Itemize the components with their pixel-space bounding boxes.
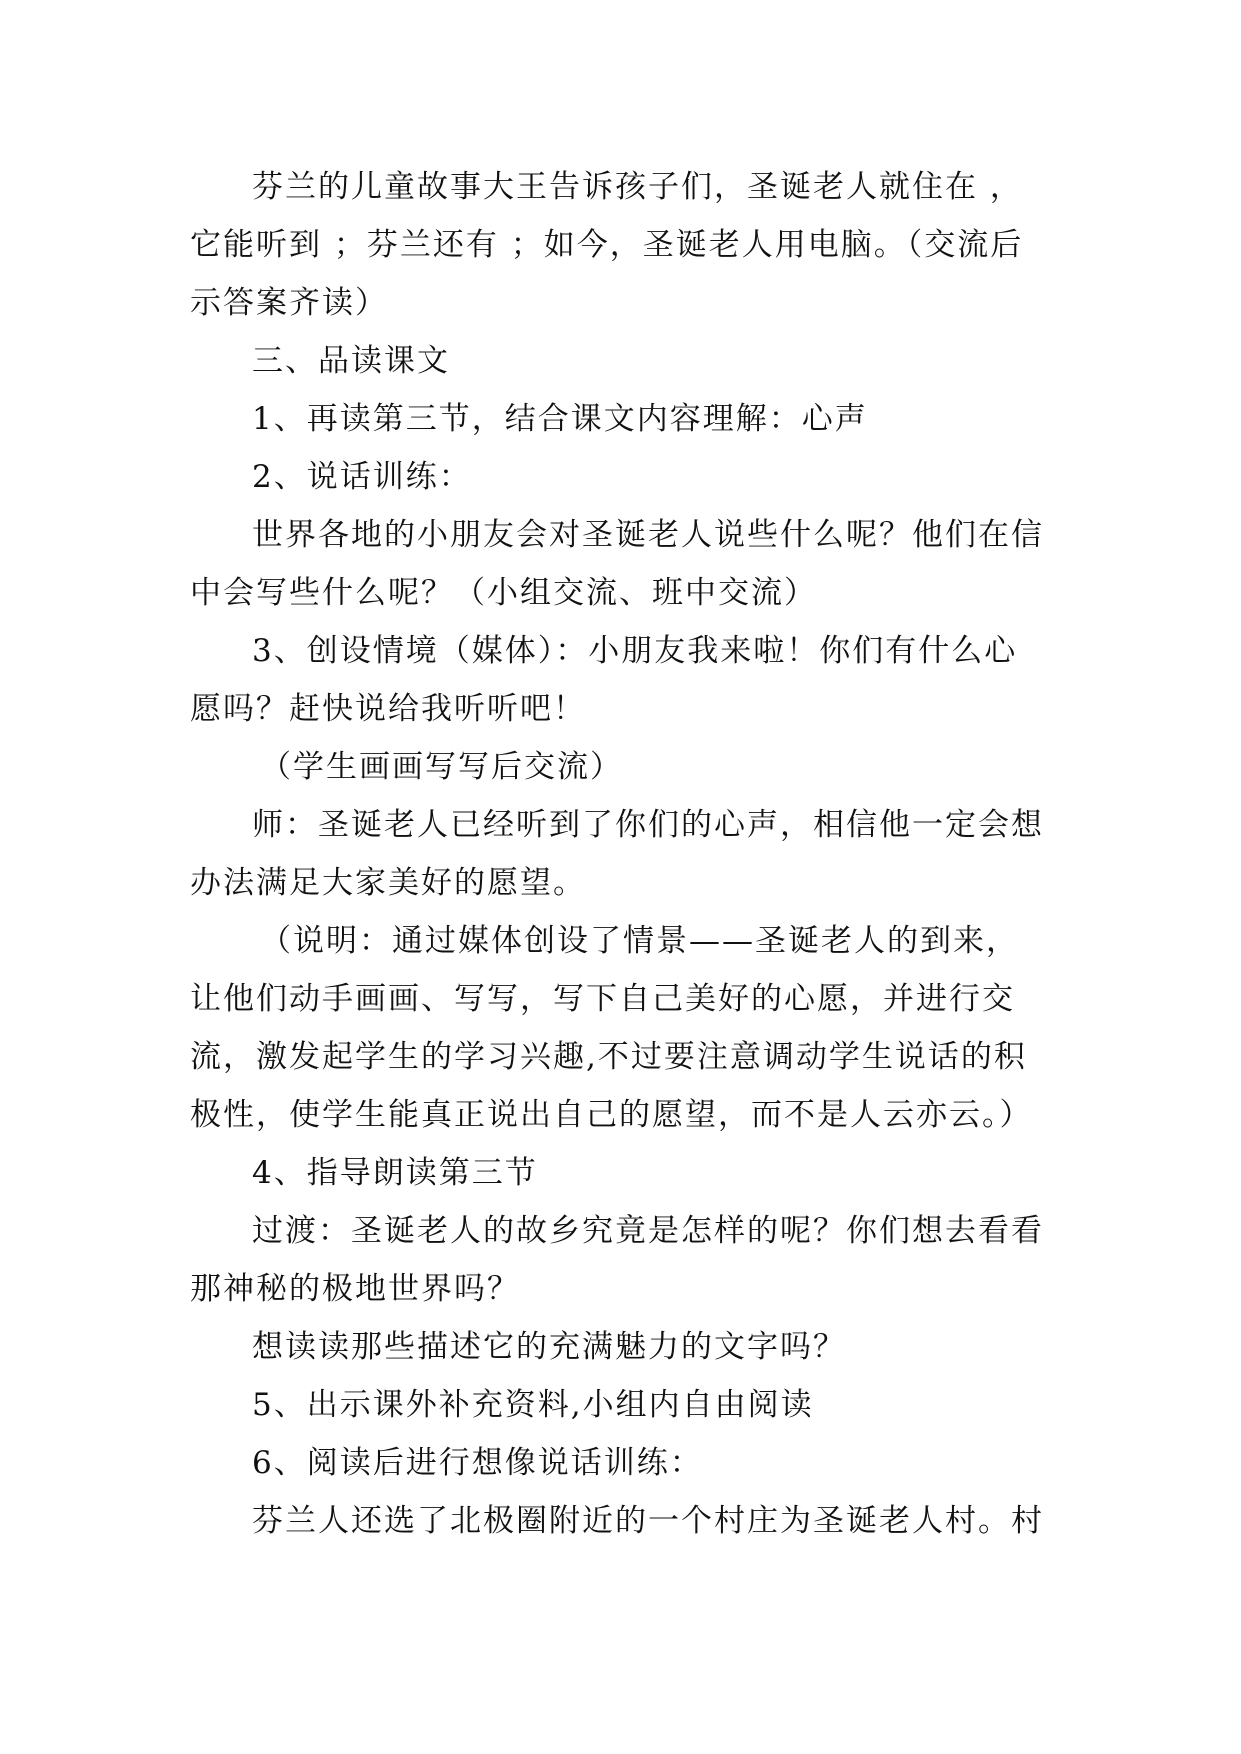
document-body [190, 158, 1050, 1550]
step-4-guided-reading: 4、指导朗读第三节 [252, 1155, 538, 1191]
explanation-note: （说明：通过媒体创设了情景——圣诞老人的到来，让他们动手画画、写写，写下自己美好的心愿，并进行交流，激发起学生的学习兴趣,不过要注意调动学生说话的积极性，使学生能真正说出自己的愿望，而不是人云亦云。） [190, 923, 1033, 1133]
step-5-materials: 5、出示课外补充资料,小组内自由阅读 [252, 1387, 814, 1423]
note-student-drawing: （学生画画写写后交流） [260, 749, 623, 785]
paragraph-finland-story: 芬兰的儿童故事大王告诉孩子们，圣诞老人就住在 ，它能听到 ；芬兰还有 ；如今，圣诞老人用电脑。（交流后示答案齐读） [190, 169, 1024, 321]
teacher-remark: 师：圣诞老人已经听到了你们的心声，相信他一定会想办法满足大家美好的愿望。 [190, 807, 1044, 901]
transition-question: 过渡：圣诞老人的故乡究竟是怎样的呢？你们想去看看那神秘的极地世界吗？ [190, 1213, 1044, 1307]
section-heading-reading: 三、品读课文 [252, 343, 450, 379]
step-1-reread: 1、再读第三节，结合课文内容理解：心声 [252, 401, 868, 437]
step-3-scenario: 3、创设情境（媒体）：小朋友我来啦！你们有什么心愿吗？赶快说给我听听吧！ [190, 633, 1018, 727]
step-6-imagination: 6、阅读后进行想像说话训练： [252, 1445, 703, 1481]
paragraph-children-letters: 世界各地的小朋友会对圣诞老人说些什么呢？他们在信中会写些什么呢？（小组交流、班中交流） [190, 517, 1044, 611]
paragraph-santa-village: 芬兰人还选了北极圈附近的一个村庄为圣诞老人村。村 [252, 1503, 1044, 1539]
step-2-speaking: 2、说话训练： [252, 459, 472, 495]
reading-invitation: 想读读那些描述它的充满魅力的文字吗？ [252, 1329, 846, 1365]
